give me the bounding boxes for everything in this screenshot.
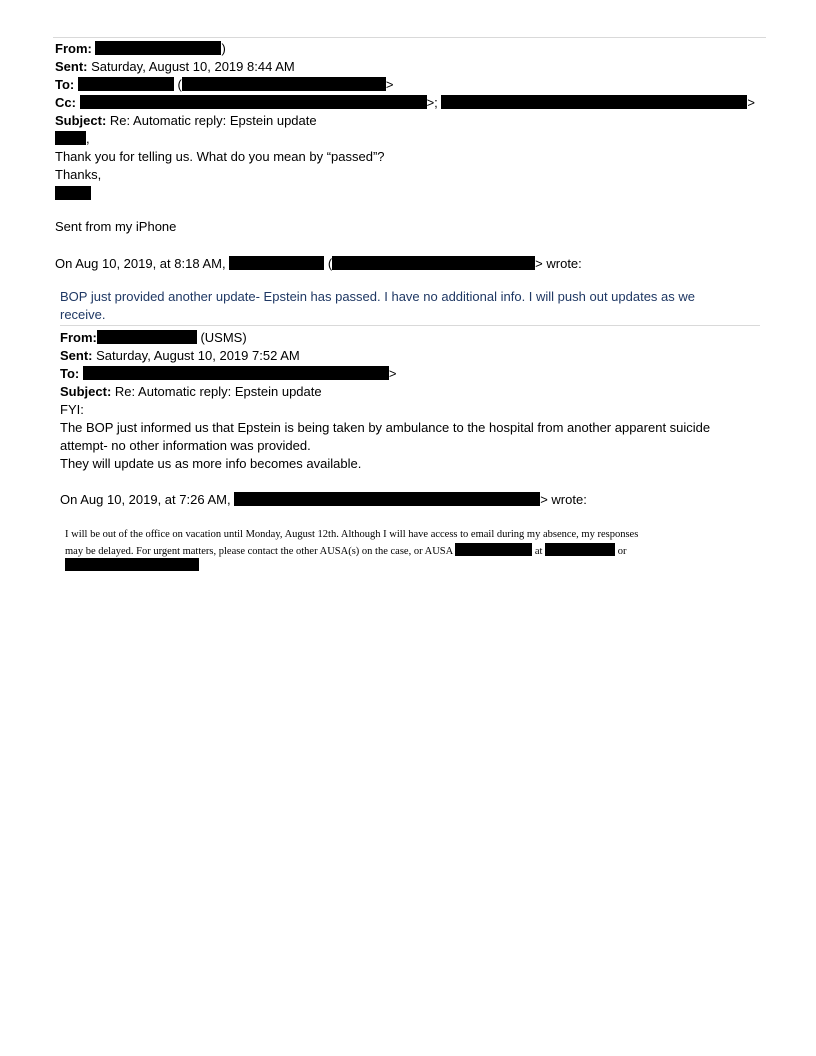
redaction [80,95,427,109]
quote-intro: On Aug 10, 2019, at 8:18 AM, [55,256,226,271]
signature: Sent from my iPhone [55,219,177,234]
subject-line [55,112,317,130]
to-line [60,365,396,383]
greeting-line [55,130,90,148]
autoreply-or: or [617,546,627,557]
cc-tail: > [747,95,756,110]
autoreply-line [65,543,626,559]
sent-line [55,58,295,76]
redaction [83,366,389,380]
sent-value: Saturday, August 10, 2019 7:52 AM [96,348,300,363]
sent-label: Sent: [60,348,93,363]
subject-label: Subject: [60,384,112,399]
cc-line [55,94,755,112]
cc-label: Cc: [55,95,76,110]
quote-intro-line [55,255,582,273]
body-text: attempt- no other information was provided. [60,438,311,453]
redaction [441,95,747,109]
autoreply-at: at [534,546,543,557]
redaction [545,543,615,556]
quote-tail: > wrote: [540,492,587,507]
redaction [182,77,386,91]
sent-label: Sent: [55,59,88,74]
sent-value: Saturday, August 10, 2019 8:44 AM [91,59,295,74]
redaction [234,492,540,506]
body-text: The BOP just informed us that Epstein is being taken by ambulance to the hospital from another apparent suicide [60,420,711,435]
to-line [55,76,393,94]
autoreply-redaction-line [65,558,199,574]
sent-line [60,347,300,365]
quoted-update: BOP just provided another update- Epstein has passed. I have no additional info. I will push out updates as we receive. [60,289,696,322]
quote-intro: On Aug 10, 2019, at 7:26 AM, [60,492,231,507]
redaction [95,41,221,55]
from-label: From: [60,330,97,345]
redaction [65,558,199,571]
redaction [332,256,535,270]
subject-label: Subject: [55,113,107,128]
redaction [455,543,532,556]
from-line [55,40,226,58]
body-text: Thank you for telling us. What do you mean by “passed”? [55,149,385,164]
redaction [78,77,174,91]
quote-divider [60,325,760,326]
cc-separator: >; [426,95,438,110]
to-paren: ( [177,77,182,92]
subject-value: Re: Automatic reply: Epstein update [114,384,322,399]
from-line [60,329,247,347]
to-label: To: [60,366,80,381]
from-tail: (USMS) [200,330,247,345]
redaction [97,330,197,344]
autoreply-line: I will be out of the office on vacation until Monday, August 12th. Although I will have access to email during my absence, my responses [65,529,639,540]
subject-value: Re: Automatic reply: Epstein update [109,113,317,128]
body-text: FYI: [60,402,84,417]
to-label: To: [55,77,75,92]
signature-redaction-line [55,185,91,203]
quote-intro-line [60,491,587,509]
quote-tail: > wrote: [535,256,582,271]
from-tail: ) [221,41,226,56]
redaction [55,131,86,145]
top-divider [53,37,766,38]
greeting-tail: , [86,131,90,146]
to-tail: > [385,77,394,92]
autoreply-text: may be delayed. For urgent matters, please contact the other AUSA(s) on the case, or AUSA [65,546,453,557]
redaction [55,186,91,200]
body-text: Thanks, [55,167,102,182]
subject-line [60,383,322,401]
redaction [229,256,324,270]
from-label: From: [55,41,92,56]
body-text: They will update us as more info becomes available. [60,456,362,471]
to-tail: > [388,366,397,381]
quote-paren: ( [327,256,333,271]
